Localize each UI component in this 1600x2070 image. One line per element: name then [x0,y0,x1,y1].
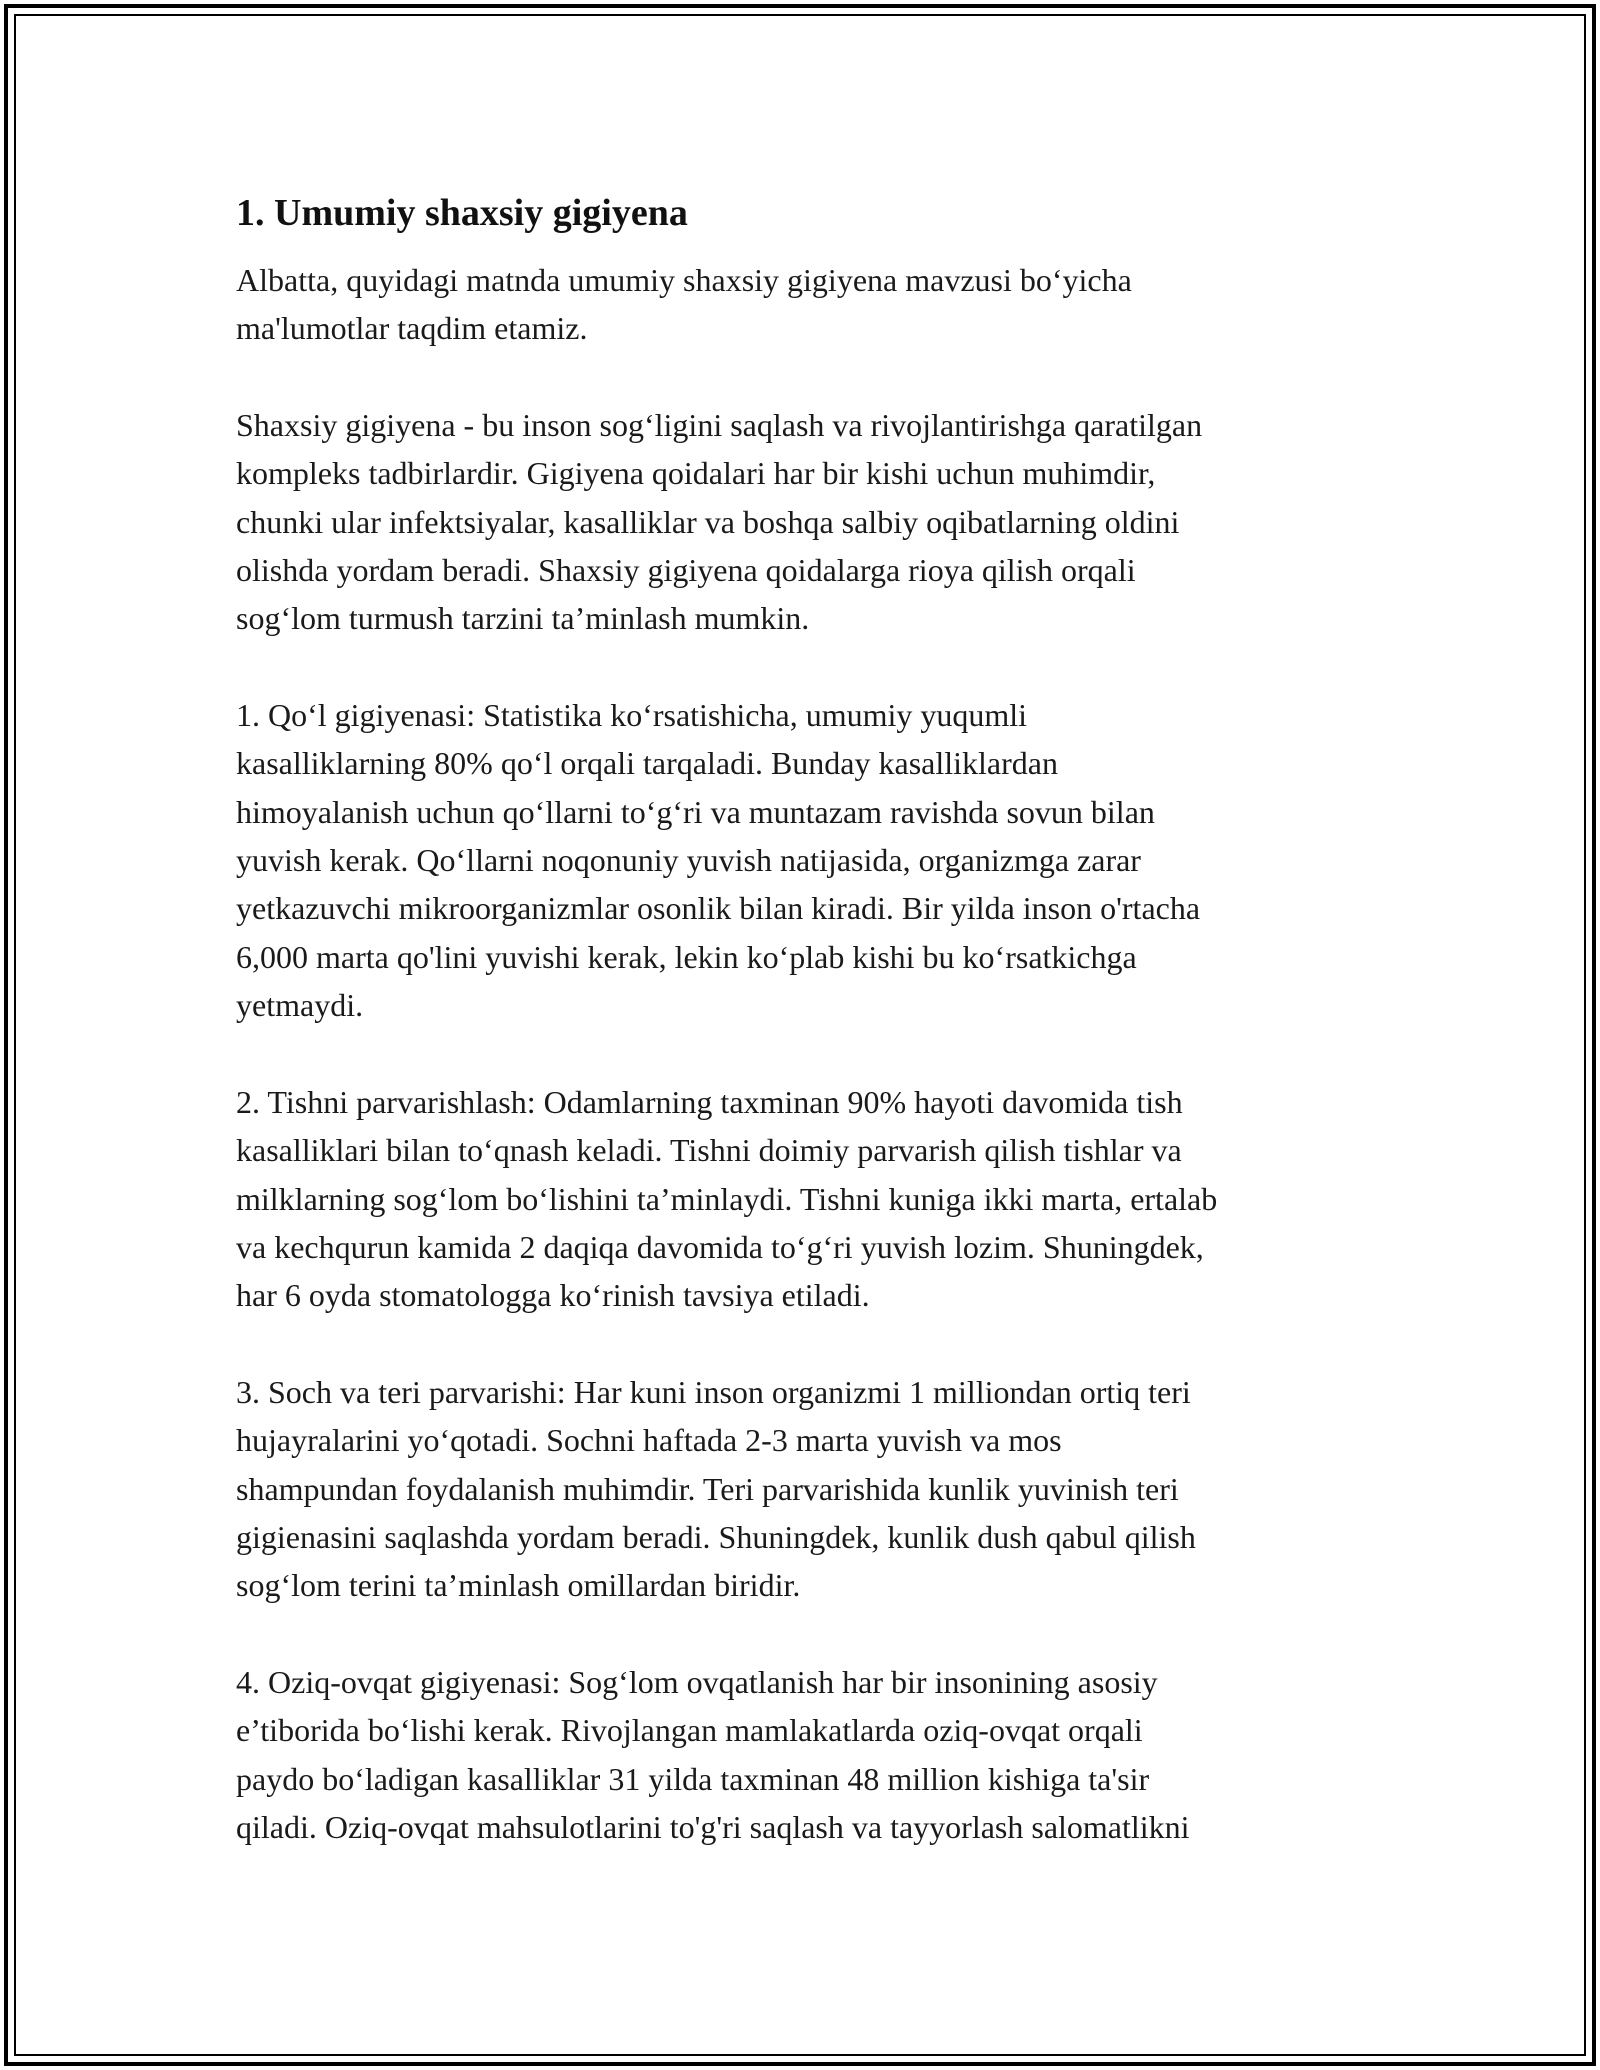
paragraph-hand-hygiene: 1. Qo‘l gigiyenasi: Statistika ko‘rsatishicha, umumiy yuqumli kasalliklarning 80% qo‘l orqali tarqaladi. Bunday kasalliklardan himoyalanish uchun qo‘llarni to‘g‘ri va muntazam ravishda sovun bilan yuvish kerak. Qo‘llarni noqonuniy yuvish natijasida, organizmga zarar yetkazuvchi mikroorganizmlar osonlik bilan kiradi. Bir yilda inson o'rtacha 6,000 marta qo'lini yuvishi kerak, lekin ko‘plab kishi bu ko‘rsatkichga yetmaydi. [236,696,1201,1024]
document-body [236,186,1366,1899]
paragraph-dental-care: 2. Tishni parvarishlash: Odamlarning taxminan 90% hayoti davomida tish kasalliklari bilan to‘qnash keladi. Tishni doimiy parvarish qilish tishlar va milklarning sog‘lom bo‘lishini ta’minlaydi. Tishni kuniga ikki marta, ertalab va kechqurun kamida 2 daqiqa davomida to‘g‘ri yuvish lozim. Shuningdek, har 6 oyda stomatologga ko‘rinish tavsiya etiladi. [236,1083,1218,1314]
paragraph-intro: Albatta, quyidagi matnda umumiy shaxsiy gigiyena mavzusi bo‘yicha ma'lumotlar taqdim etamiz. [236,262,1132,347]
paragraph-hair-skin-care: 3. Soch va teri parvarishi: Har kuni inson organizmi 1 milliondan ortiq teri hujayralarini yo‘qotadi. Sochni haftada 2-3 marta yuvish va mos shampundan foydalanish muhimdir. Teri parvarishida kunlik yuvinish teri gigienasini saqlashda yordam beradi. Shuningdek, kunlik dush qabul qilish sog‘lom terini ta’minlash omillardan biridir. [236,1373,1196,1604]
paragraph-food-hygiene: 4. Oziq-ovqat gigiyenasi: Sog‘lom ovqatlanish har bir insonining asosiy e’tiborida bo‘lishi kerak. Rivojlangan mamlakatlarda oziq-ovqat orqali paydo bo‘ladigan kasalliklar 31 yilda taxminan 48 million kishiga ta'sir qiladi. Oziq-ovqat mahsulotlarini to'g'ri saqlash va tayyorlash salomatlikni [236,1663,1190,1845]
paragraph-definition: Shaxsiy gigiyena - bu inson sog‘ligini saqlash va rivojlantirishga qaratilgan kompleks tadbirlardir. Gigiyena qoidalari har bir kishi uchun muhimdir, chunki ular infektsiyalar, kasalliklar va boshqa salbiy oqibatlarning oldini olishda yordam beradi. Shaxsiy gigiyena qoidalarga rioya qilish orqali sog‘lom turmush tarzini ta’minlash mumkin. [236,406,1203,637]
document-title: 1. Umumiy shaxsiy gigiyena [236,192,688,234]
